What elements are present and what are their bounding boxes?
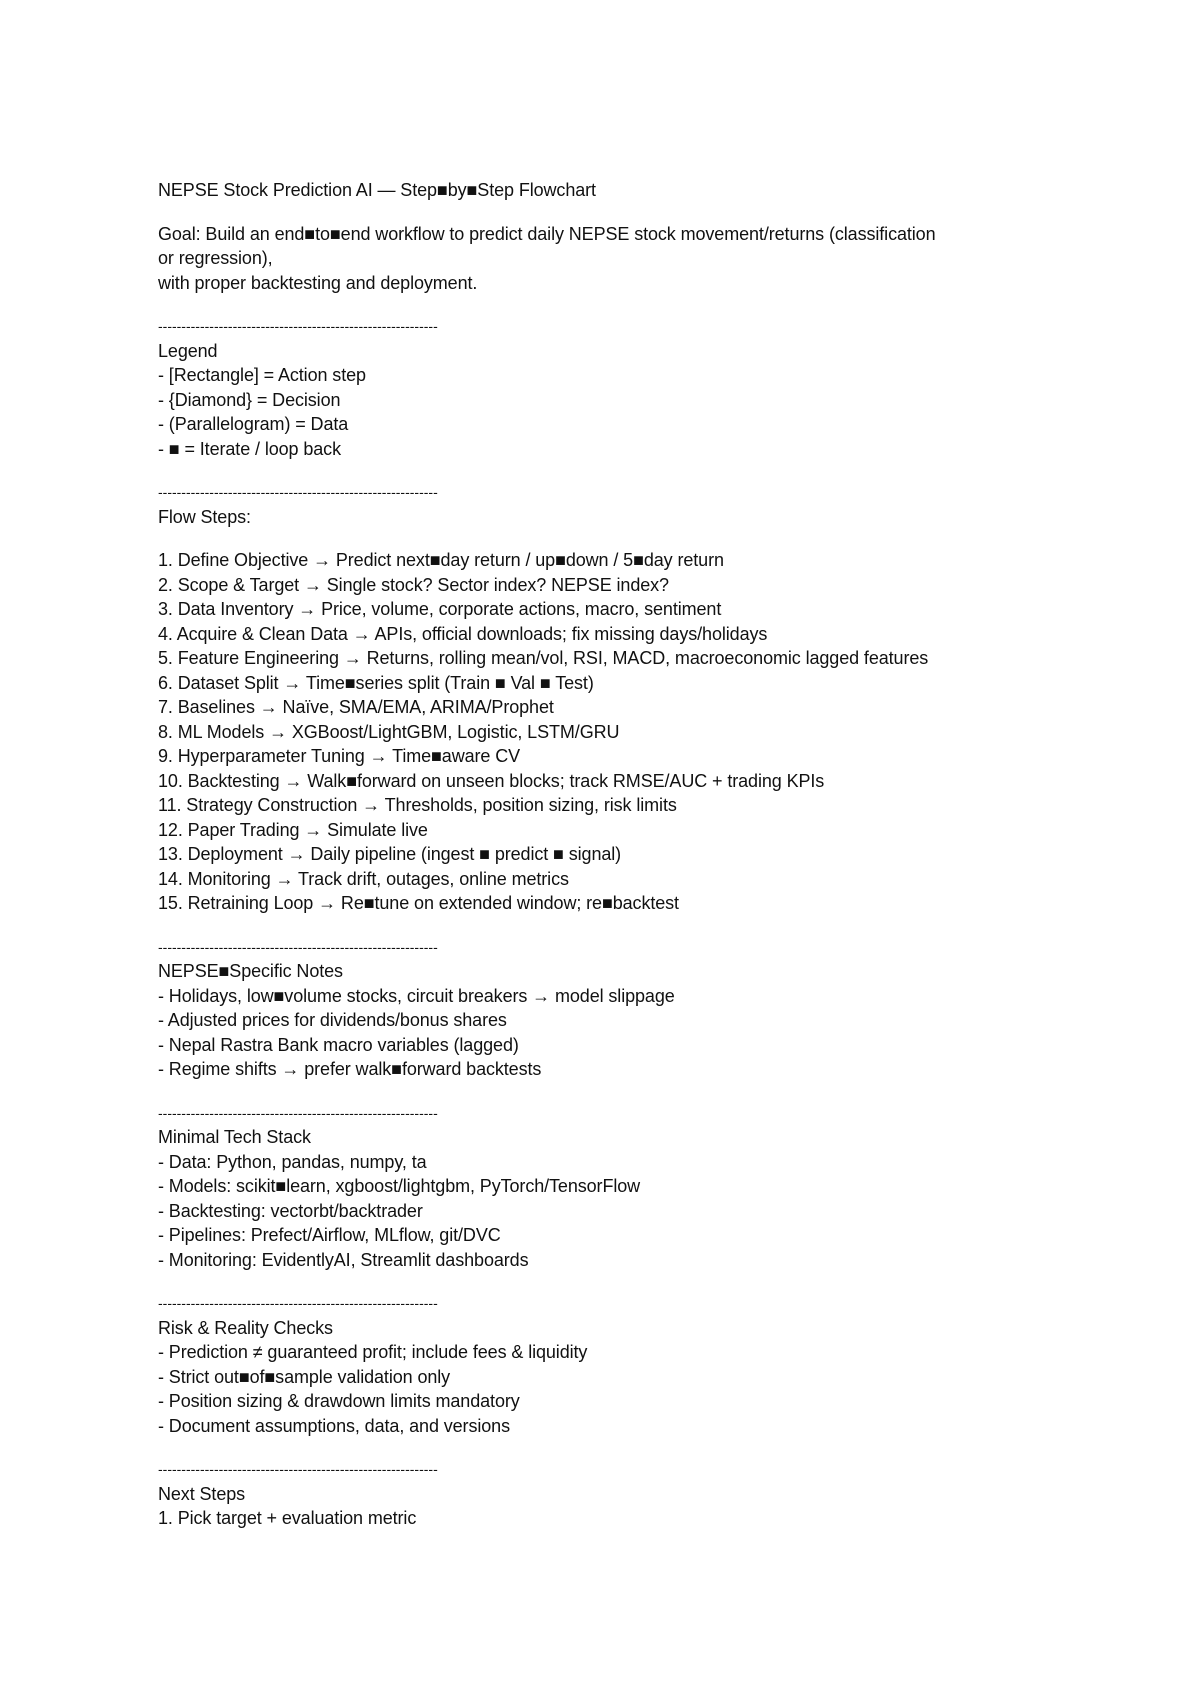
spacer <box>158 1438 1158 1457</box>
flow-step: 14. Monitoring → Track drift, outages, online metrics <box>158 868 569 889</box>
legend-item: - (Parallelogram) = Data <box>158 414 349 434</box>
next-steps-heading: Next Steps <box>158 1483 246 1504</box>
nepse-notes-heading: NEPSE■Specific Notes <box>158 961 343 981</box>
goal-line: Goal: Build an end■to■end workflow to predict daily NEPSE stock movement/returns (classification <box>158 223 936 244</box>
legend-item: - [Rectangle] = Action step <box>158 365 366 385</box>
tech-stack-section <box>158 1125 1158 1272</box>
section-separator: ------------------------------------------------------------ <box>158 484 438 500</box>
flow-step: 9. Hyperparameter Tuning → Time■aware CV <box>158 746 521 766</box>
risk-item: - Strict out■of■sample validation only <box>158 1366 451 1387</box>
flow-steps-heading: Flow Steps: <box>158 506 251 527</box>
section-separator: ------------------------------------------------------------ <box>158 318 438 334</box>
legend-section <box>158 339 1158 462</box>
risk-item: - Prediction ≠ guaranteed profit; include fees & liquidity <box>158 1342 588 1362</box>
tech-stack-item: - Pipelines: Prefect/Airflow, MLflow, git/DVC <box>158 1225 501 1245</box>
flow-step: 5. Feature Engineering → Returns, rolling mean/vol, RSI, MACD, macroeconomic lagged features <box>158 648 929 668</box>
flow-step: 10. Backtesting → Walk■forward on unseen blocks; track RMSE/AUC + trading KPIs <box>158 770 825 791</box>
legend-item: - {Diamond} = Decision <box>158 389 341 410</box>
flow-step: 4. Acquire & Clean Data → APIs, official downloads; fix missing days/holidays <box>158 623 768 644</box>
goal-paragraph <box>158 222 1158 296</box>
tech-stack-item: - Data: Python, pandas, numpy, ta <box>158 1151 427 1172</box>
next-step-item: 1. Pick target + evaluation metric <box>158 1508 417 1528</box>
flow-step: 1. Define Objective → Predict next■day return / up■down / 5■day return <box>158 550 724 570</box>
tech-stack-item: - Monitoring: EvidentlyAI, Streamlit dashboards <box>158 1249 529 1270</box>
nepse-notes-section <box>158 959 1158 1082</box>
spacer <box>158 461 1158 480</box>
nepse-note-item: - Holidays, low■volume stocks, circuit breakers → model slippage <box>158 985 675 1006</box>
spacer <box>158 1272 1158 1291</box>
next-steps-section <box>158 1482 1158 1531</box>
goal-line: or regression), <box>158 248 273 268</box>
flow-step: 12. Paper Trading → Simulate live <box>158 819 428 840</box>
spacer <box>158 529 1158 548</box>
legend-heading: Legend <box>158 340 218 361</box>
tech-stack-item: - Models: scikit■learn, xgboost/lightgbm, PyTorch/TensorFlow <box>158 1176 641 1196</box>
spacer <box>158 916 1158 935</box>
spacer <box>158 203 1158 222</box>
flow-step: 6. Dataset Split → Time■series split (Train ■ Val ■ Test) <box>158 672 594 693</box>
document-title: NEPSE Stock Prediction AI — Step■by■Step Flowchart <box>158 180 596 200</box>
tech-stack-heading: Minimal Tech Stack <box>158 1127 311 1147</box>
risk-heading: Risk & Reality Checks <box>158 1317 333 1338</box>
flow-step: 3. Data Inventory → Price, volume, corporate actions, macro, sentiment <box>158 599 722 619</box>
section-separator: ------------------------------------------------------------ <box>158 938 438 955</box>
risk-section <box>158 1316 1158 1439</box>
flow-step: 11. Strategy Construction → Thresholds, position sizing, risk limits <box>158 795 677 815</box>
flow-step: 15. Retraining Loop → Re■tune on extended window; re■backtest <box>158 893 679 913</box>
document-page <box>158 178 1158 1531</box>
section-separator: ------------------------------------------------------------ <box>158 1461 438 1477</box>
flow-steps-section <box>158 505 1158 916</box>
goal-line: with proper backtesting and deployment. <box>158 272 478 293</box>
section-separator: ------------------------------------------------------------ <box>158 1295 438 1311</box>
tech-stack-item: - Backtesting: vectorbt/backtrader <box>158 1200 423 1221</box>
section-separator: ------------------------------------------------------------ <box>158 1104 438 1121</box>
flow-step: 2. Scope & Target → Single stock? Sector index? NEPSE index? <box>158 574 669 595</box>
flow-step: 13. Deployment → Daily pipeline (ingest ■ predict ■ signal) <box>158 844 622 864</box>
nepse-note-item: - Adjusted prices for dividends/bonus shares <box>158 1010 507 1030</box>
legend-item: - ■ = Iterate / loop back <box>158 438 341 459</box>
spacer <box>158 1082 1158 1101</box>
flow-step: 8. ML Models → XGBoost/LightGBM, Logistic, LSTM/GRU <box>158 721 620 742</box>
risk-item: - Position sizing & drawdown limits mandatory <box>158 1391 520 1411</box>
flow-step: 7. Baselines → Naïve, SMA/EMA, ARIMA/Prophet <box>158 697 554 717</box>
spacer <box>158 295 1158 314</box>
nepse-note-item: - Regime shifts → prefer walk■forward backtests <box>158 1059 542 1079</box>
risk-item: - Document assumptions, data, and versions <box>158 1415 510 1436</box>
nepse-note-item: - Nepal Rastra Bank macro variables (lagged) <box>158 1034 519 1055</box>
